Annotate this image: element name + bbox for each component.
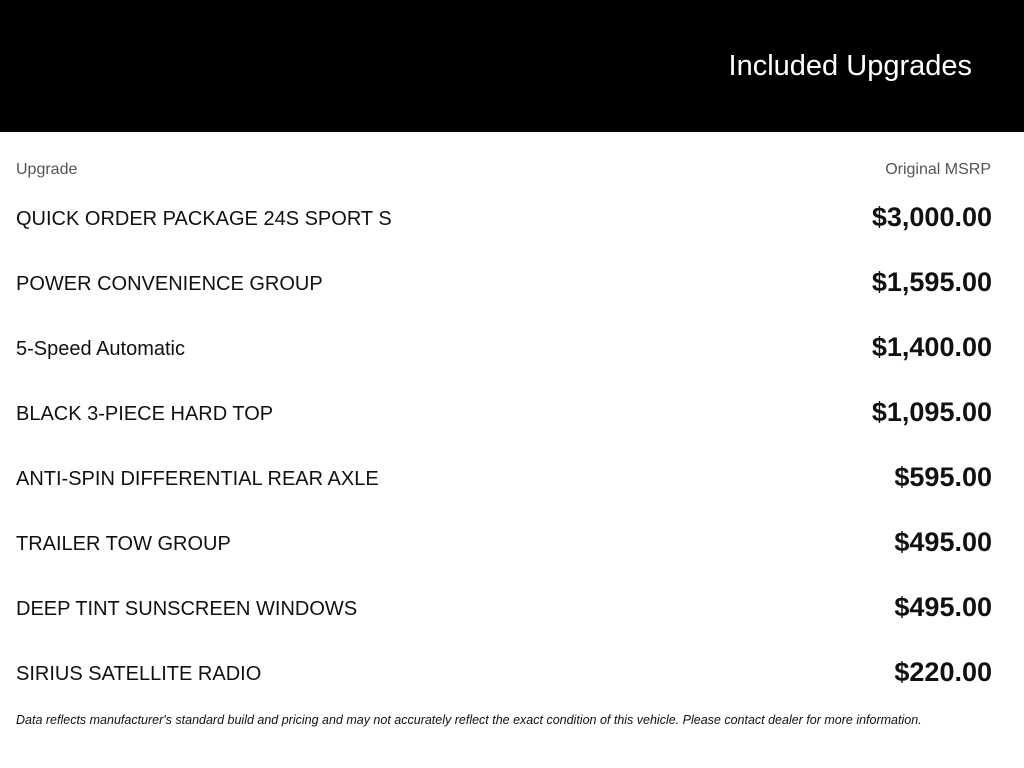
upgrade-name: POWER CONVENIENCE GROUP (16, 273, 323, 295)
upgrade-name: TRAILER TOW GROUP (16, 533, 231, 555)
upgrade-name: BLACK 3-PIECE HARD TOP (16, 403, 274, 425)
upgrade-price: $3,000.00 (871, 202, 992, 232)
upgrade-price: $220.00 (894, 657, 992, 687)
page-title: Included Upgrades (728, 50, 972, 82)
column-header-msrp: Original MSRP (885, 161, 991, 178)
upgrade-name: 5-Speed Automatic (16, 338, 185, 360)
table-row (0, 315, 1024, 380)
upgrades-table (0, 185, 1024, 705)
table-row (0, 250, 1024, 315)
page-header (0, 0, 1024, 132)
disclaimer-text: Data reflects manufacturer's standard build and pricing and may not accurately reflect the exact condition of this vehicle. Please contact dealer for more information. (16, 713, 922, 727)
table-row (0, 185, 1024, 250)
upgrade-name: DEEP TINT SUNSCREEN WINDOWS (16, 598, 358, 620)
upgrade-name: ANTI-SPIN DIFFERENTIAL REAR AXLE (16, 468, 379, 490)
table-row (0, 380, 1024, 445)
upgrade-name: SIRIUS SATELLITE RADIO (16, 663, 262, 685)
table-row (0, 575, 1024, 640)
table-row (0, 510, 1024, 575)
upgrade-price: $1,595.00 (871, 267, 992, 297)
upgrade-price: $1,095.00 (871, 397, 992, 427)
upgrade-price: $595.00 (894, 462, 992, 492)
upgrade-price: $1,400.00 (871, 332, 992, 362)
upgrade-price: $495.00 (894, 592, 992, 622)
table-row (0, 640, 1024, 705)
column-header-upgrade: Upgrade (16, 161, 78, 178)
upgrade-name: QUICK ORDER PACKAGE 24S SPORT S (16, 208, 392, 230)
table-row (0, 445, 1024, 510)
upgrade-price: $495.00 (894, 527, 992, 557)
